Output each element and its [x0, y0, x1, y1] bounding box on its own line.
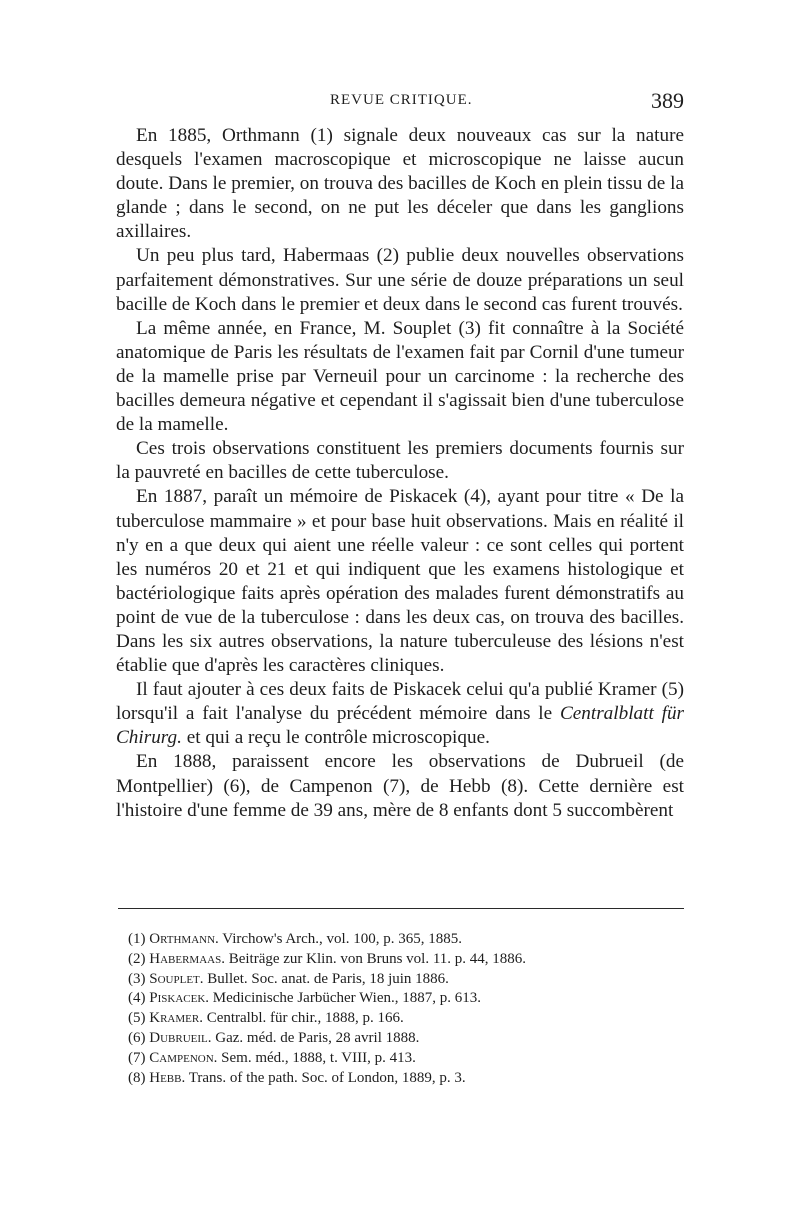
footnote-text: Medicinische Jarbücher Wien., 1887, p. 613.	[209, 990, 481, 1007]
footnote-number: (5)	[128, 1010, 146, 1027]
footnote-text: Bullet. Soc. anat. de Paris, 18 juin 1886.	[203, 970, 449, 987]
footnote	[128, 1049, 688, 1069]
paragraph: En 1887, paraît un mémoire de Piskacek (4), ayant pour titre « De la tuberculose mammaire » et pour base huit observations. Mais en réalité il n'y en a que deux qui aient une réelle valeur : ce sont celles qui portent les numéros 20 et 21 et qui indiquent que les examens histologique et bactériologique faits après opération des malades furent démonstratifs au point de vue de la tuberculose : dans les deux cas, on trouva des bacilles. Dans les six autres observations, la nature tuberculeuse des lésions n'est établie que d'après les caractères cliniques.	[116, 486, 684, 677]
footnote	[128, 1069, 688, 1089]
paragraph: En 1885, Orthmann (1) signale deux nouveaux cas sur la nature desquels l'examen macroscopique et microscopique ne laisse aucun doute. Dans le premier, on trouva des bacilles de Koch en plein tissu de la glande ; dans le second, on ne put les déceler que dans les ganglions axillaires.	[116, 125, 684, 243]
footnote-text: Trans. of the path. Soc. of London, 1889, p. 3.	[185, 1069, 466, 1086]
footnote-number: (3)	[128, 970, 146, 987]
footnote	[128, 950, 688, 970]
main-text	[116, 124, 684, 823]
footnote-text: Sem. méd., 1888, t. VIII, p. 413.	[217, 1049, 416, 1066]
journal-title: Centralblatt für Chirurg.	[116, 703, 685, 749]
footnote-author: Campenon.	[149, 1049, 218, 1066]
footnote	[128, 1029, 688, 1049]
footnote-number: (1)	[128, 931, 146, 947]
running-title: REVUE CRITIQUE.	[330, 92, 473, 108]
footnote-divider	[118, 908, 684, 909]
footnote	[128, 930, 688, 950]
footnote-author: Orthmann.	[149, 931, 219, 947]
footnote-text: Beiträge zur Klin. von Bruns vol. 11. p. 44, 1886.	[224, 950, 527, 967]
paragraph: En 1888, paraissent encore les observations de Dubrueil (de Montpellier) (6), de Campenon (7), de Hebb (8). Cette dernière est l'histoire d'une femme de 39 ans, mère de 8 enfants dont 5 succombèrent	[116, 751, 684, 821]
footnote-number: (7)	[128, 1049, 146, 1066]
footnote	[128, 989, 688, 1009]
footnote-number: (4)	[128, 990, 146, 1007]
footnote-text: Centralbl. für chir., 1888, p. 166.	[202, 1010, 404, 1027]
footnotes	[128, 930, 688, 1088]
footnote-text: Gaz. méd. de Paris, 28 avril 1888.	[211, 1029, 420, 1046]
footnote	[128, 970, 688, 990]
paragraph: Un peu plus tard, Habermaas (2) publie deux nouvelles observations parfaitement démonstratives. Sur une série de douze préparations un seul bacille de Koch dans le premier et deux dans le second cas furent trouvés.	[116, 245, 684, 315]
paragraph-text: et qui a reçu le contrôle microscopique.	[181, 727, 490, 749]
paragraph-text: Il faut ajouter à ces deux faits de Piskacek celui qu'a publié Kramer (5) lorsqu'il a fait l'analyse du précédent mémoire dans le	[116, 679, 684, 725]
footnote-number: (8)	[128, 1069, 146, 1086]
footnote-author: Souplet.	[149, 970, 204, 987]
footnote	[128, 1009, 688, 1029]
footnote-author: Piskacek.	[149, 990, 210, 1007]
footnote-author: Kramer.	[149, 1010, 203, 1027]
footnote-author: Habermaas.	[149, 950, 225, 967]
footnote-author: Dubrueil.	[149, 1029, 212, 1046]
page-number: 389	[651, 88, 684, 113]
footnote-text: Virchow's Arch., vol. 100, p. 365, 1885.	[218, 931, 462, 947]
footnote-author: Hebb.	[149, 1069, 186, 1086]
paragraph: Ces trois observations constituent les premiers documents fournis sur la pauvreté en bacilles de cette tuberculose.	[116, 438, 684, 484]
paragraph: La même année, en France, M. Souplet (3) fit connaître à la Société anatomique de Paris les résultats de l'examen fait par Cornil d'une tumeur de la mamelle prise par Verneuil pour un carcinome : la recherche des bacilles demeura négative et cependant il s'agissait bien d'une tuberculose de la mamelle.	[116, 317, 684, 436]
paragraph	[116, 678, 684, 750]
footnote-number: (6)	[128, 1029, 146, 1046]
footnote-number: (2)	[128, 950, 146, 967]
